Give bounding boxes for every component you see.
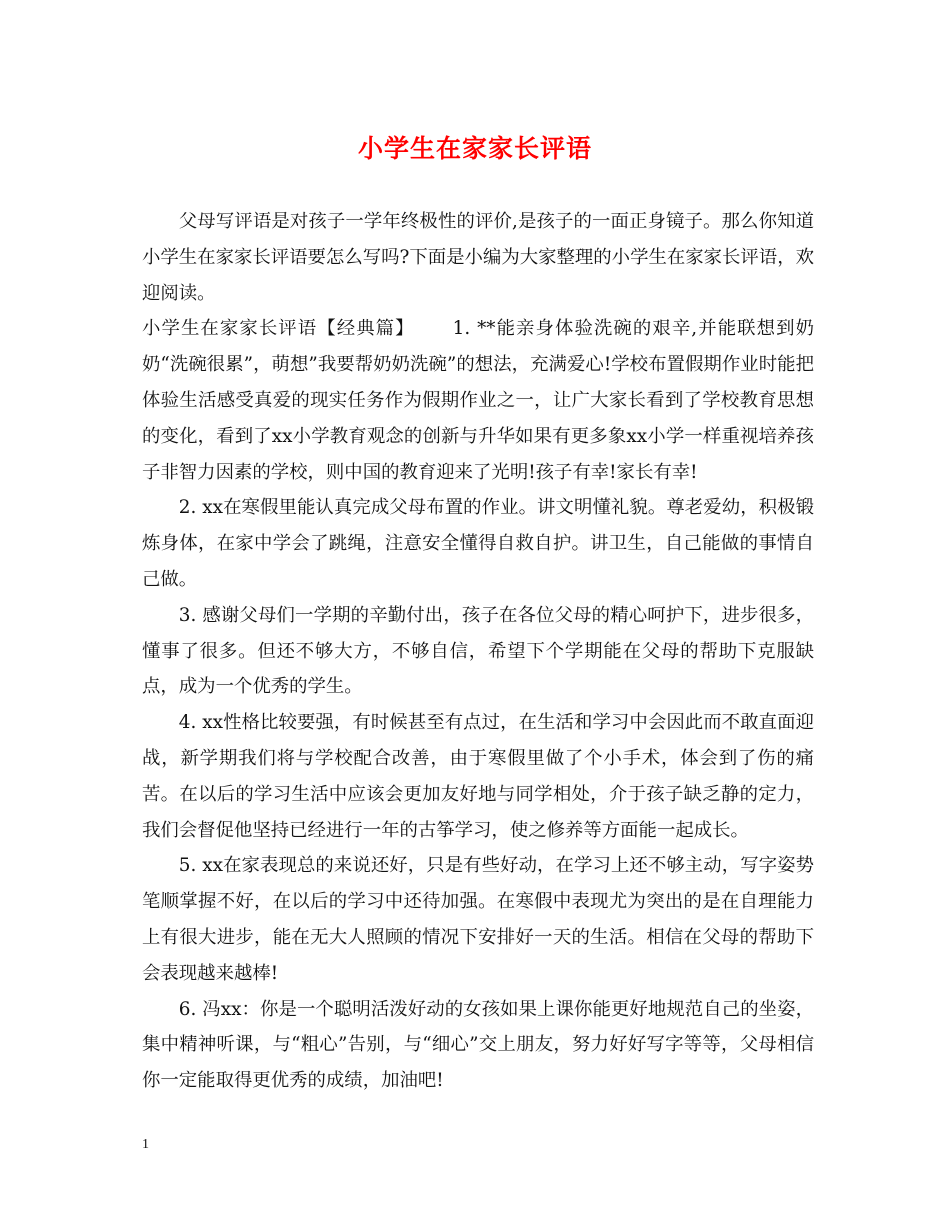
document-body [142,204,814,1099]
comment-item-6: 6. 冯xx：你是一个聪明活泼好动的女孩如果上课你能更好地规范自己的坐姿，集中精神听课，与“粗心”告别，与“细心”交上朋友，努力好好写字等等，父母相信你一定能取得更优秀的成绩，加油吧! [142,998,814,1092]
comment-item-1: 1. **能亲身体验洗碗的艰辛,并能联想到奶奶“洗碗很累”，萌想”我要帮奶奶洗碗”的想法，充满爱心!学校布置假期作业时能把体验生活感受真爱的现实任务作为假期作业之一，让广大家长看到了学校教育思想的变化，看到了xx小学教育观念的创新与升华如果有更多象xx小学一样重视培养孩子非智力因素的学校，则中国的教育迎来了光明!孩子有幸!家长有幸! [142,318,814,483]
section-paragraph [142,311,814,490]
comment-item-5: 5. xx在家表现总的来说还好，只是有些好动，在学习上还不够主动，写字姿势笔顺掌握不好，在以后的学习中还待加强。在寒假中表现尤为突出的是在自理能力上有很大进步，能在无大人照顾的情况下安排好一天的生活。相信在父母的帮助下会表现越来越棒! [142,855,814,984]
comment-item-3: 3. 感谢父母们一学期的辛勤付出，孩子在各位父母的精心呵护下，进步很多，懂事了很多。但还不够大方，不够自信，希望下个学期能在父母的帮助下克服缺点，成为一个优秀的学生。 [142,604,814,698]
document-title: 小学生在家家长评语 [357,134,592,163]
page-number: 1 [142,1137,149,1152]
comment-item-2: 2. xx在寒假里能认真完成父母布置的作业。讲文明懂礼貌。尊老爱幼，积极锻炼身体，在家中学会了跳绳，注意安全懂得自救自护。讲卫生，自己能做的事情自己做。 [142,497,814,590]
intro-paragraph: 父母写评语是对孩子一学年终极性的评价,是孩子的一面正身镜子。那么你知道小学生在家家长评语要怎么写吗?下面是小编为大家整理的小学生在家家长评语，欢迎阅读。 [142,211,814,304]
section-heading: 小学生在家家长评语【经典篇】 [142,318,415,340]
comment-item-4: 4. xx性格比较要强，有时候甚至有点过，在生活和学习中会因此而不敢直面迎战，新学期我们将与学校配合改善，由于寒假里做了个小手术，体会到了伤的痛苦。在以后的学习生活中应该会更加友好地与同学相处，介于孩子缺乏静的定力，我们会督促他坚持已经进行一年的古筝学习，使之修养等方面能一起成长。 [142,712,814,841]
